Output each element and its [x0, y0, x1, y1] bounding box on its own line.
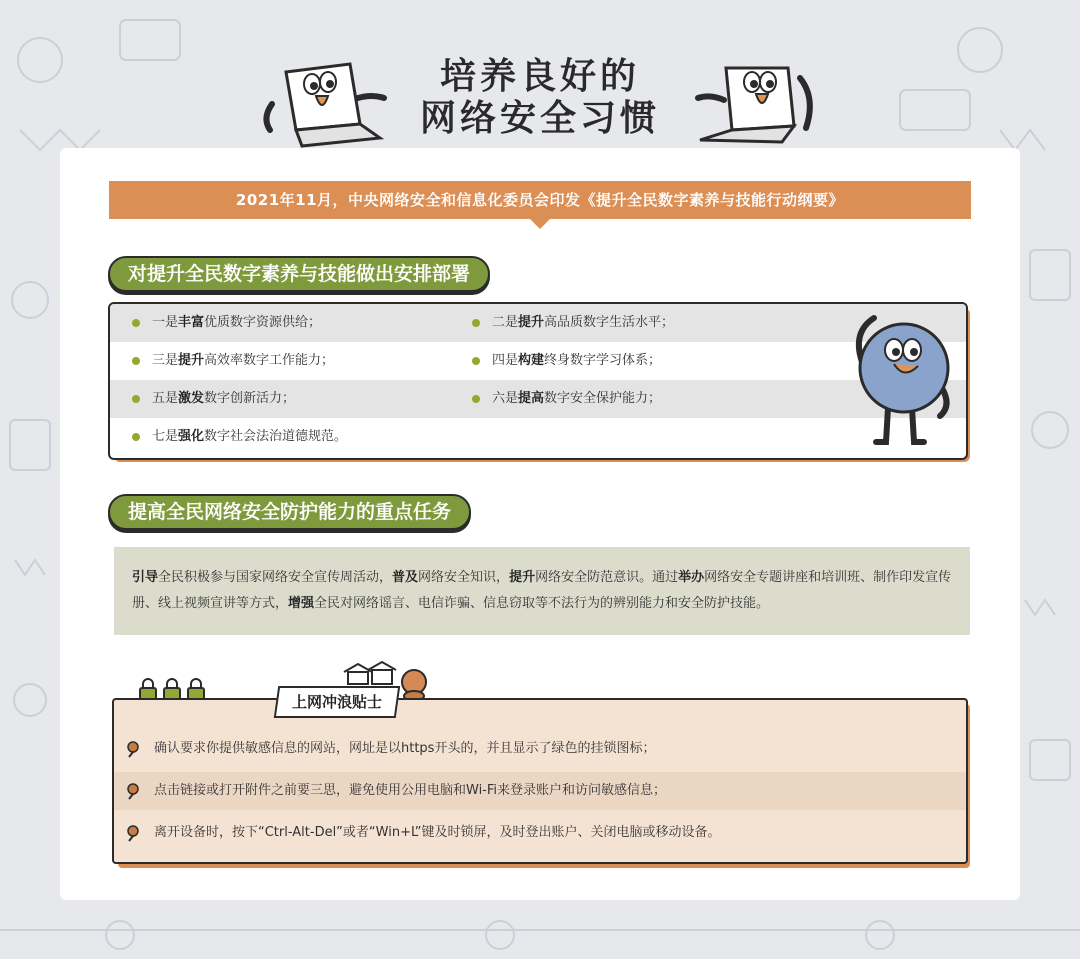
tips-label: 上网冲浪贴士	[274, 686, 401, 718]
tip-item	[114, 772, 966, 810]
banner-pointer	[530, 219, 550, 229]
section-title-deployment: 对提升全民数字素养与技能做出安排部署	[108, 256, 490, 292]
bullet-icon	[472, 357, 480, 365]
section-title-key-tasks: 提高全民网络安全防护能力的重点任务	[108, 494, 471, 530]
tip-text: 点击链接或打开附件之前要三思，避免使用公用电脑和Wi-Fi来登录账户和访问敏感信息；	[154, 783, 667, 798]
key-tasks-text: 引导全民积极参与国家网络安全宣传周活动，普及网络安全知识，提升网络安全防范意识。通过举办网络安全专题讲座和培训班、制作印发宣传册、线上视频宣讲等方式，增强全民对网络谣言、电信诈骗、信息窃取等不法行为的辨别能力和安全防护技能。	[114, 547, 970, 635]
bullet-icon	[132, 433, 140, 441]
pushpin-icon	[124, 824, 142, 842]
tip-text: 离开设备时，按下“Ctrl-Alt-Del”或者“Win+L”键及时锁屏，及时登出账户、关闭电脑或移动设备。	[154, 825, 721, 840]
list-item: 三是提升高效率数字工作能力；	[132, 342, 334, 380]
pushpin-icon	[124, 740, 142, 758]
tip-item	[114, 814, 966, 852]
tip-text: 确认要求你提供敏感信息的网站，网址是以https开头的，并且显示了绿色的挂锁图标；	[154, 741, 656, 756]
list-item: 四是构建终身数字学习体系；	[472, 342, 661, 380]
deployment-list	[108, 302, 968, 460]
list-item: 五是激发数字创新活力；	[132, 380, 295, 418]
tips-box	[112, 698, 968, 864]
title-line-1: 培养良好的	[439, 56, 640, 97]
list-row	[110, 418, 966, 456]
bullet-icon	[132, 395, 140, 403]
tip-item	[114, 730, 966, 768]
list-item: 六是提高数字安全保护能力；	[472, 380, 661, 418]
mushroom-mascot-icon	[396, 668, 432, 702]
list-row	[110, 342, 966, 380]
list-item: 七是强化数字社会法治道德规范。	[132, 418, 347, 456]
bullet-icon	[132, 319, 140, 327]
page-title	[0, 56, 1080, 140]
pushpin-icon	[124, 782, 142, 800]
ball-mascot-icon	[844, 312, 968, 448]
list-row	[110, 304, 966, 342]
list-item: 二是提升高品质数字生活水平；	[472, 304, 674, 342]
bullet-icon	[472, 395, 480, 403]
title-line-2: 网络安全习惯	[419, 98, 660, 139]
bullet-icon	[472, 319, 480, 327]
policy-banner: 2021年11月，中央网络安全和信息化委员会印发《提升全民数字素养与技能行动纲要》	[109, 181, 971, 219]
list-item: 一是丰富优质数字资源供给；	[132, 304, 321, 342]
bullet-icon	[132, 357, 140, 365]
house-icon	[342, 660, 398, 686]
list-row	[110, 380, 966, 418]
